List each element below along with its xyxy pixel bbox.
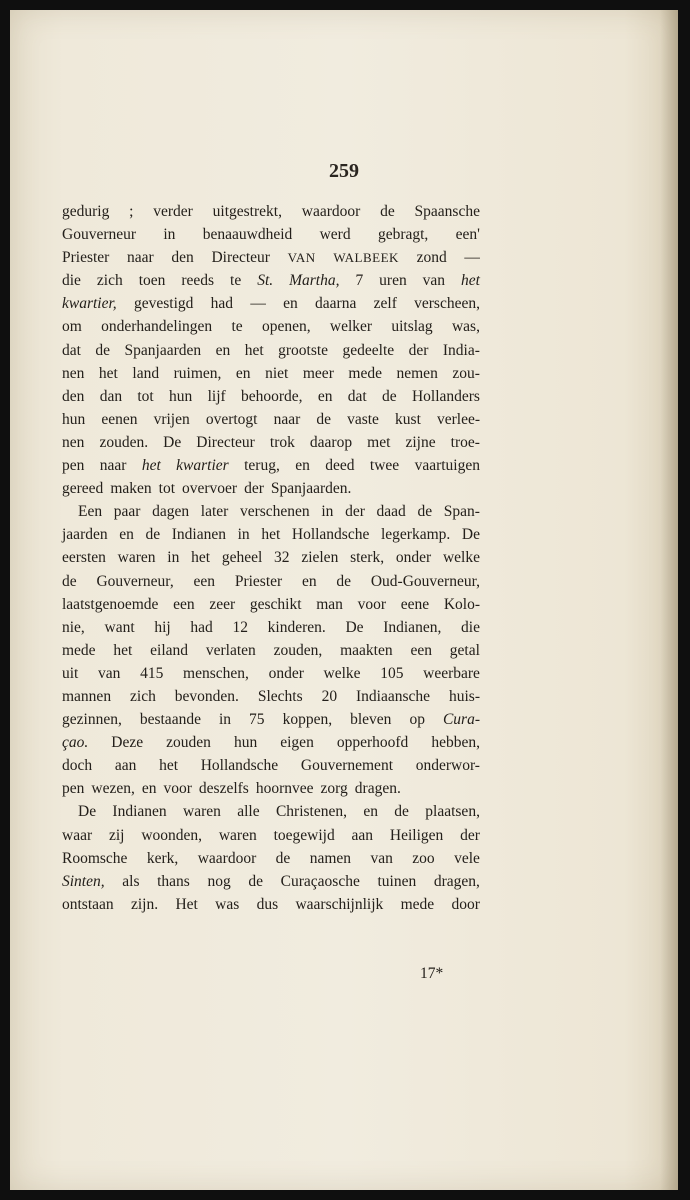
- text-line: [62, 893, 480, 916]
- word: uitslag: [391, 318, 433, 336]
- word: doch: [62, 757, 93, 775]
- word: De: [345, 618, 364, 636]
- text-line: [62, 408, 480, 431]
- word: deszelfs: [198, 780, 249, 798]
- word: hun: [62, 410, 86, 428]
- text-line: [62, 546, 480, 569]
- word: Spanjaarden: [124, 341, 202, 359]
- word: geschikt: [249, 595, 302, 613]
- word: 7: [355, 272, 364, 290]
- word: uit: [62, 664, 79, 682]
- word: en: [283, 295, 298, 313]
- text-line: [62, 777, 480, 800]
- word: plaatsen,: [425, 803, 480, 821]
- text-line: [62, 385, 480, 408]
- word: het: [191, 549, 211, 567]
- word: waardoor: [197, 849, 257, 867]
- text-line: [62, 315, 480, 338]
- word: WALBEEK: [333, 250, 399, 266]
- word: mannen: [62, 687, 112, 705]
- word: meer: [302, 364, 334, 382]
- word: mede: [62, 641, 96, 659]
- word: jaarden: [62, 526, 108, 544]
- word: twee: [369, 457, 400, 475]
- word: de: [248, 872, 264, 890]
- word: zich: [130, 687, 156, 705]
- word: welke: [442, 549, 480, 567]
- text-line: [62, 800, 480, 823]
- word: man: [316, 595, 343, 613]
- word: land: [132, 364, 160, 382]
- word: 415: [140, 664, 164, 682]
- word: den: [62, 387, 85, 405]
- word: hun: [233, 734, 258, 752]
- word: eersten: [62, 549, 106, 567]
- word: terug,: [244, 457, 280, 475]
- word: zij: [108, 826, 125, 844]
- word: Het: [175, 895, 198, 913]
- word: de: [394, 803, 409, 821]
- word: waarschijnlijk: [295, 895, 384, 913]
- word: Curaçaosche: [280, 872, 360, 890]
- word: maakten: [340, 641, 393, 659]
- word: want: [104, 618, 135, 636]
- word: de: [417, 503, 433, 521]
- word: toen: [138, 272, 166, 290]
- word: pen: [62, 780, 85, 798]
- word: welker: [329, 318, 373, 336]
- word: Priester: [234, 572, 283, 590]
- word: Directeur: [211, 249, 270, 267]
- word: eenen: [101, 410, 138, 428]
- word: zouden,: [273, 641, 323, 659]
- word: had: [210, 295, 234, 313]
- text-line: [62, 708, 480, 731]
- word: te: [231, 318, 243, 336]
- word: de: [145, 526, 161, 544]
- text-line: [62, 847, 480, 870]
- word: een: [410, 641, 432, 659]
- word: vaartuigen: [414, 457, 480, 475]
- word: gereed: [62, 480, 104, 498]
- word: thans: [157, 872, 190, 890]
- word: trok: [269, 433, 295, 451]
- word: het: [98, 364, 118, 382]
- word: uitgestrekt,: [212, 203, 282, 220]
- word: voor: [163, 780, 192, 798]
- word: Gouvernement: [300, 757, 393, 775]
- word: die: [62, 272, 81, 290]
- word: zich: [96, 272, 123, 290]
- word: Spanjaarden.: [270, 480, 352, 498]
- word: Hollandsche: [200, 757, 279, 775]
- word: behoorde,: [240, 387, 303, 405]
- word: onder: [268, 664, 304, 682]
- word: Slechts: [257, 687, 303, 705]
- word: uren: [379, 272, 407, 290]
- text-line: [62, 593, 480, 616]
- word: wezen,: [91, 780, 135, 798]
- word: der: [408, 341, 429, 359]
- word: gezinnen,: [62, 711, 122, 729]
- word: vele: [454, 849, 480, 867]
- text-line: [62, 339, 480, 362]
- word: —: [250, 295, 266, 313]
- word: Indiaansche: [356, 687, 431, 705]
- word: legerkamp.: [380, 526, 451, 544]
- word: zijn.: [130, 895, 159, 913]
- word: nen: [62, 433, 85, 451]
- word: 12: [232, 618, 248, 636]
- text-line: [62, 200, 480, 223]
- word: der: [244, 480, 264, 498]
- word: laatstgenoemde: [62, 595, 159, 613]
- word: dragen,: [433, 872, 480, 890]
- word: de: [62, 572, 77, 590]
- word: en: [301, 572, 317, 590]
- word: in: [163, 226, 176, 244]
- word: mede: [400, 895, 435, 913]
- word: deed: [325, 457, 355, 475]
- text-line: [62, 639, 480, 662]
- word: hoornvee: [255, 780, 314, 798]
- word: die: [461, 618, 480, 636]
- word: ;: [129, 203, 134, 220]
- word: zond: [416, 249, 447, 267]
- text-line: [62, 870, 480, 893]
- word: De: [163, 433, 182, 451]
- word: en: [363, 803, 378, 821]
- word: zijne: [405, 433, 436, 451]
- word: en: [215, 341, 231, 359]
- word: ruimen,: [173, 364, 222, 382]
- word: Indianen: [112, 803, 167, 821]
- text-line: [62, 292, 480, 315]
- text-line: [62, 500, 480, 523]
- word: Spaansche: [414, 203, 480, 220]
- word: van: [370, 849, 393, 867]
- word: verlaten: [205, 641, 256, 659]
- word: hun: [169, 387, 193, 405]
- word: 105: [380, 664, 404, 682]
- book-page: [10, 10, 678, 1190]
- word: 75: [249, 711, 265, 729]
- word: om: [62, 318, 82, 336]
- word: troe-: [450, 433, 480, 451]
- word: hebben,: [431, 734, 480, 752]
- word: onder: [395, 549, 432, 567]
- word: 20: [321, 687, 338, 705]
- word: zouden: [166, 734, 211, 752]
- word: zorg: [320, 780, 348, 798]
- word: geheel: [221, 549, 263, 567]
- word: dat: [62, 341, 81, 359]
- word: bestaande: [139, 711, 201, 729]
- word: door: [451, 895, 480, 913]
- word: getal: [449, 641, 480, 659]
- word: Een: [78, 503, 103, 521]
- word: —: [464, 249, 480, 267]
- text-line: [62, 824, 480, 847]
- word: eigen: [280, 734, 314, 752]
- word: daarna: [315, 295, 357, 313]
- word: Gouverneur: [62, 226, 137, 244]
- word: en: [317, 387, 333, 405]
- word: waar: [62, 826, 93, 844]
- word: bevonden.: [174, 687, 239, 705]
- word: naar: [99, 457, 127, 475]
- word: Roomsche: [62, 849, 128, 867]
- word: lijf: [207, 387, 226, 405]
- word: gebragt,: [377, 226, 429, 244]
- word: als: [122, 872, 140, 890]
- text-line: [62, 223, 480, 246]
- word: Christenen,: [275, 803, 347, 821]
- word: kwartier,: [62, 295, 117, 313]
- word: Indianen,: [383, 618, 442, 636]
- word: hij: [154, 618, 171, 636]
- word: en: [235, 364, 251, 382]
- word: vaste: [347, 410, 379, 428]
- text-line: [62, 731, 480, 754]
- text-line: [62, 570, 480, 593]
- word: zeer: [209, 595, 236, 613]
- word: zelf: [373, 295, 397, 313]
- word: reeds: [181, 272, 215, 290]
- word: toegewijd: [273, 826, 335, 844]
- word: de: [316, 410, 331, 428]
- word: nie,: [62, 618, 85, 636]
- word: Span-: [443, 503, 480, 521]
- word: Cura-: [442, 711, 480, 729]
- word: in: [321, 503, 334, 521]
- word: Sinten,: [62, 872, 105, 890]
- word: dragen.: [354, 780, 401, 798]
- word: het: [244, 341, 264, 359]
- word: verschenen: [239, 503, 310, 521]
- word: aan: [351, 826, 374, 844]
- word: een: [193, 572, 216, 590]
- word: St.: [257, 272, 274, 290]
- word: en: [295, 457, 310, 475]
- word: in: [218, 711, 232, 729]
- word: eene: [400, 595, 430, 613]
- word: zouden.: [99, 433, 149, 451]
- text-line: [62, 246, 480, 269]
- word: alle: [237, 803, 260, 821]
- word: op: [409, 711, 425, 729]
- word: had: [190, 618, 213, 636]
- word: de: [382, 387, 397, 405]
- page-number: 259: [329, 160, 359, 182]
- word: De: [461, 526, 480, 544]
- word: het: [461, 272, 480, 290]
- word: daarop: [309, 433, 353, 451]
- word: waardoor: [301, 203, 361, 220]
- word: het: [113, 641, 133, 659]
- word: onderwor-: [415, 757, 480, 775]
- word: kinderen.: [267, 618, 326, 636]
- word: verlee-: [436, 410, 480, 428]
- word: nen: [62, 364, 85, 382]
- word: van: [422, 272, 446, 290]
- word: werd: [319, 226, 351, 244]
- text-line: [62, 523, 480, 546]
- word: eiland: [150, 641, 189, 659]
- word: later: [200, 503, 229, 521]
- word: de: [95, 341, 111, 359]
- text-line: [62, 616, 480, 639]
- word: der: [460, 826, 480, 844]
- word: waren: [117, 549, 156, 567]
- word: mede: [348, 364, 382, 382]
- body-text: [62, 200, 480, 916]
- word: menschen,: [183, 664, 249, 682]
- word: was,: [451, 318, 480, 336]
- word: verscheen,: [414, 295, 480, 313]
- word: nemen: [396, 364, 438, 382]
- word: ontstaan: [62, 895, 114, 913]
- word: en: [119, 526, 134, 544]
- word: een': [455, 226, 480, 244]
- signature-mark: 17*: [420, 965, 444, 982]
- word: pen: [62, 457, 85, 475]
- text-line: [62, 269, 480, 292]
- text-line: [62, 431, 480, 454]
- word: nog: [207, 872, 231, 890]
- text-line: [62, 477, 480, 500]
- word: daad: [376, 503, 406, 521]
- word: het: [261, 526, 281, 544]
- word: Hollandsche: [291, 526, 370, 544]
- text-line: [62, 454, 480, 477]
- word: VAN: [287, 250, 316, 266]
- text-line: [62, 362, 480, 385]
- word: benaauwdheid: [202, 226, 293, 244]
- word: Kolo-: [443, 595, 480, 613]
- word: te: [230, 272, 242, 290]
- text-line: [62, 662, 480, 685]
- word: niet: [265, 364, 289, 382]
- word: was: [215, 895, 240, 913]
- word: gedeelte: [342, 341, 395, 359]
- word: opperhoofd: [336, 734, 409, 752]
- word: paar: [113, 503, 141, 521]
- word: Hollanders: [411, 387, 480, 405]
- word: çao.: [62, 734, 89, 752]
- word: overvoer: [182, 480, 238, 498]
- word: de: [380, 203, 395, 220]
- word: Priester: [62, 249, 110, 267]
- word: voor: [357, 595, 387, 613]
- word: in: [167, 549, 180, 567]
- word: een: [173, 595, 195, 613]
- word: den: [171, 249, 194, 267]
- word: naar: [127, 249, 154, 267]
- word: woonden,: [141, 826, 203, 844]
- word: zielen: [301, 549, 339, 567]
- word: Directeur: [196, 433, 255, 451]
- word: tot: [137, 387, 154, 405]
- word: bleven: [350, 711, 392, 729]
- word: India-: [442, 341, 480, 359]
- word: welke: [323, 664, 361, 682]
- word: 32: [274, 549, 290, 567]
- word: met: [367, 433, 391, 451]
- word: dagen: [152, 503, 190, 521]
- word: der: [345, 503, 365, 521]
- word: namen: [309, 849, 352, 867]
- word: waren: [218, 826, 257, 844]
- word: De: [78, 803, 97, 821]
- word: weerbare: [423, 664, 480, 682]
- word: kwartier: [176, 457, 229, 475]
- word: kerk,: [146, 849, 179, 867]
- word: aan: [114, 757, 137, 775]
- word: gevestigd: [133, 295, 194, 313]
- word: tot: [158, 480, 176, 498]
- word: onderhandelingen: [101, 318, 213, 336]
- word: Gouverneur,: [96, 572, 174, 590]
- word: naar: [273, 410, 301, 428]
- word: Deze: [111, 734, 144, 752]
- word: verder: [153, 203, 193, 220]
- word: overtogt: [205, 410, 258, 428]
- word: sterk,: [350, 549, 385, 567]
- word: en: [141, 780, 157, 798]
- word: van: [98, 664, 121, 682]
- word: dat: [347, 387, 367, 405]
- word: dus: [256, 895, 279, 913]
- word: huis-: [448, 687, 480, 705]
- word: Martha,: [289, 272, 340, 290]
- text-line: [62, 685, 480, 708]
- word: Heiligen: [389, 826, 444, 844]
- word: grootste: [278, 341, 329, 359]
- word: gedurig: [62, 203, 110, 220]
- word: zou-: [452, 364, 480, 382]
- word: vrijen: [153, 410, 190, 428]
- text-line: [62, 754, 480, 777]
- word: het: [159, 757, 178, 775]
- word: koppen,: [282, 711, 333, 729]
- word: waren: [183, 803, 221, 821]
- word: Indianen: [171, 526, 226, 544]
- word: de: [275, 849, 291, 867]
- word: openen,: [261, 318, 311, 336]
- word: tuinen: [377, 872, 417, 890]
- word: zoo: [412, 849, 435, 867]
- word: kust: [395, 410, 421, 428]
- word: dan: [99, 387, 123, 405]
- word: in: [237, 526, 250, 544]
- word: maken: [110, 480, 152, 498]
- word: het: [141, 457, 161, 475]
- word: Oud-Gouverneur,: [370, 572, 480, 590]
- word: de: [336, 572, 352, 590]
